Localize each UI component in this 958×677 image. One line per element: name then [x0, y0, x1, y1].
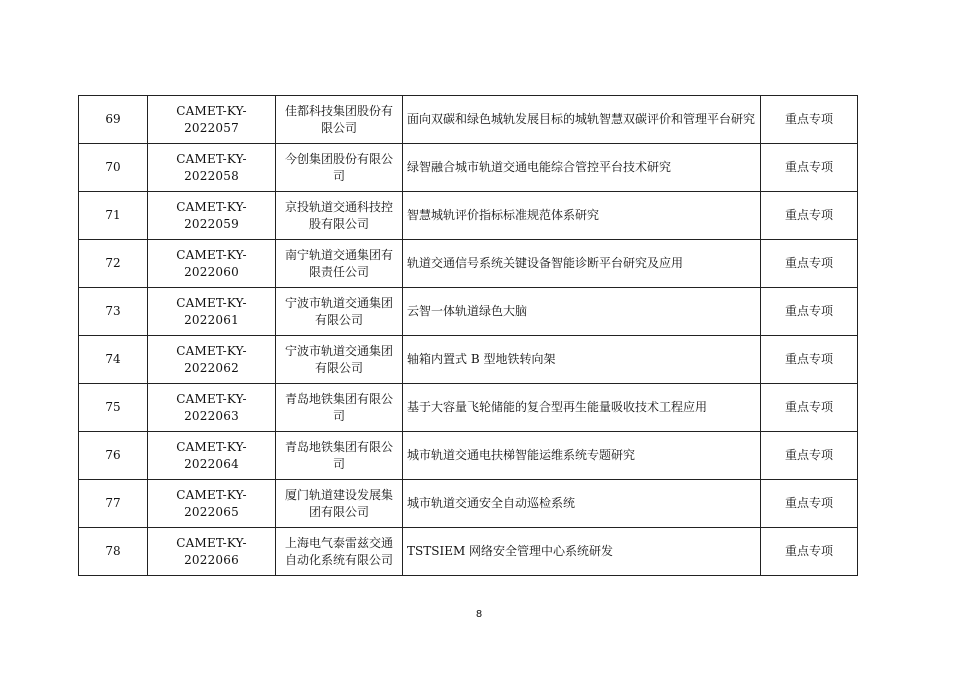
project-title: 绿智融合城市轨道交通电能综合管控平台技术研究	[403, 144, 761, 192]
project-type: 重点专项	[761, 288, 858, 336]
project-title: 智慧城轨评价指标标准规范体系研究	[403, 192, 761, 240]
table-row	[79, 96, 858, 144]
row-number: 77	[79, 480, 148, 528]
row-number: 78	[79, 528, 148, 576]
table-row	[79, 336, 858, 384]
project-type: 重点专项	[761, 432, 858, 480]
project-code: CAMET-KY-2022059	[148, 192, 276, 240]
row-number: 72	[79, 240, 148, 288]
table-row	[79, 528, 858, 576]
project-title: 云智一体轨道绿色大脑	[403, 288, 761, 336]
project-title: 面向双碳和绿色城轨发展目标的城轨智慧双碳评价和管理平台研究	[403, 96, 761, 144]
project-code: CAMET-KY-2022060	[148, 240, 276, 288]
project-title: 轨道交通信号系统关键设备智能诊断平台研究及应用	[403, 240, 761, 288]
organization: 南宁轨道交通集团有限责任公司	[276, 240, 403, 288]
organization: 宁波市轨道交通集团有限公司	[276, 288, 403, 336]
table-row	[79, 240, 858, 288]
project-type: 重点专项	[761, 192, 858, 240]
organization: 今创集团股份有限公司	[276, 144, 403, 192]
table-row	[79, 144, 858, 192]
project-type: 重点专项	[761, 240, 858, 288]
project-title: 城市轨道交通安全自动巡检系统	[403, 480, 761, 528]
table-row	[79, 480, 858, 528]
project-title: 轴箱内置式 B 型地铁转向架	[403, 336, 761, 384]
project-type: 重点专项	[761, 480, 858, 528]
project-title: 基于大容量飞轮储能的复合型再生能量吸收技术工程应用	[403, 384, 761, 432]
project-code: CAMET-KY-2022062	[148, 336, 276, 384]
project-code: CAMET-KY-2022065	[148, 480, 276, 528]
project-type: 重点专项	[761, 336, 858, 384]
table-row	[79, 288, 858, 336]
organization: 京投轨道交通科技控股有限公司	[276, 192, 403, 240]
project-title: 城市轨道交通电扶梯智能运维系统专题研究	[403, 432, 761, 480]
project-type: 重点专项	[761, 144, 858, 192]
project-table	[78, 95, 858, 576]
organization: 厦门轨道建设发展集团有限公司	[276, 480, 403, 528]
project-code: CAMET-KY-2022061	[148, 288, 276, 336]
row-number: 75	[79, 384, 148, 432]
project-code: CAMET-KY-2022064	[148, 432, 276, 480]
organization: 青岛地铁集团有限公司	[276, 384, 403, 432]
project-table-body	[79, 96, 858, 576]
table-row	[79, 432, 858, 480]
row-number: 71	[79, 192, 148, 240]
row-number: 74	[79, 336, 148, 384]
organization: 宁波市轨道交通集团有限公司	[276, 336, 403, 384]
project-code: CAMET-KY-2022063	[148, 384, 276, 432]
table-row	[79, 384, 858, 432]
organization: 上海电气泰雷兹交通自动化系统有限公司	[276, 528, 403, 576]
project-code: CAMET-KY-2022057	[148, 96, 276, 144]
project-code: CAMET-KY-2022066	[148, 528, 276, 576]
project-type: 重点专项	[761, 96, 858, 144]
project-type: 重点专项	[761, 384, 858, 432]
organization: 佳都科技集团股份有限公司	[276, 96, 403, 144]
row-number: 73	[79, 288, 148, 336]
row-number: 70	[79, 144, 148, 192]
row-number: 69	[79, 96, 148, 144]
project-title: TSTSIEM 网络安全管理中心系统研发	[403, 528, 761, 576]
project-code: CAMET-KY-2022058	[148, 144, 276, 192]
row-number: 76	[79, 432, 148, 480]
table-row	[79, 192, 858, 240]
page-number: 8	[475, 609, 483, 620]
project-type: 重点专项	[761, 528, 858, 576]
organization: 青岛地铁集团有限公司	[276, 432, 403, 480]
